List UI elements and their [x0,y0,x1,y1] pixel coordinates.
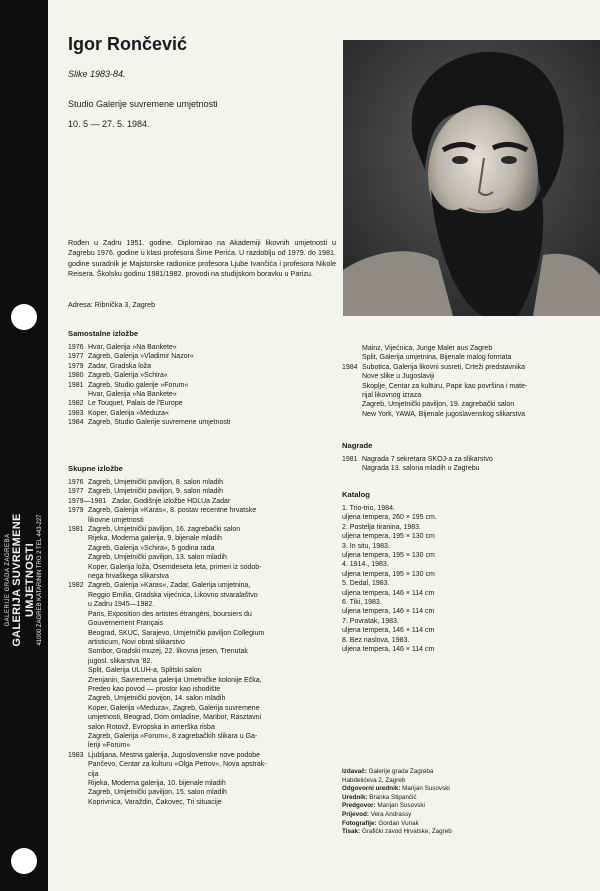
list-item: 1981 Zagreb, Umjetnički paviljon, 16. zagrebački salon Rijeka, Moderna galerija, 9. bijenale mladih Zagreb, Galerija »Schira«, 5 godina rada Zagreb, Umjetnički paviljon, 13. salon mladih Koper, Galerija loža, Osemdeseta leta, primeri iz sodob- nega hrvaškega slikarstva [68,526,262,581]
list-item: 1982 Zagreb, Galerija »Karas«, Zadar, Galerija umjetnina, Reggio Emilia, Gradska vijećnica, Likovno stvaralaštvo u Zadru 1945—1982. Paris, Exposition des artistes étrangèrs, boursiers du Gouvernement Français Beograd, SKUC, Sarajevo, Umjetnički paviljon Collegium artisticum, Novi obrat slikarstvo Sombor, Gradski muzej, 22. likovna jesen, Trenutak jugosl. slikarstva '82. Split, Galerija ULUH-a, Splitski salon Zrenjanin, Savremena galerija Umetničke kolonije Ečka, Predeo kao povod — prostor kao ishodište Zagreb, Umjetnički povijon, 14. salon mladih Koper, Galerija »Meduza«, Zagreb, Galerija suvremene umjetnosti, Beograd, Dom omladine, Maribor, Rasztavni salon Rotovž, Evropska in amerška risba Zagreb, Galerija »Forum«, 8 zagrebačkih slikara u Ga- leriji »Forum« [68,582,265,750]
list-item: 1981 Nagrada 7 sekretara SKOJ-a za slikarstvo Nagrada 13. salona mladih u Zagrebu [342,456,493,473]
credit-row: Predgovor: Marijan Susovski [342,802,425,810]
credit-row: Prijevod: Vera Andrassy [342,810,412,818]
solo-exhibitions-list [68,343,338,428]
catalog-item: 4. 1914., 1983. uljena tempera, 195 × 130 cm [342,561,435,578]
credit-row: Tisak: Grafički zavod Hrvatske, Zagreb [342,828,452,836]
exhibition-dates: 10. 5 — 27. 5. 1984. [68,119,150,129]
group-exhibitions-heading: Skupne izložbe [68,464,123,473]
artist-address: Adresa: Ribnička 3, Zagreb [68,300,156,309]
colophon [342,768,452,837]
artist-biography: Rođen u Zadru 1951. godine. Diplomirao na Akademiji likovnih umjetnosti u Zagrebu 1976. godine u klasi profesora Šime Perića. U razdoblju od 1979. do 1981. godine suradnik je Majstorske radionice profesora Ljube Ivančića i profesora Nikole Reisera. Školsku godinu 1981/1982. provodi na studijskom boravku u Parizu. [68,238,336,279]
credit-row: Fotografije: Gordan Vunak [342,819,419,827]
catalog-item: 2. Postelja tiranina, 1983. uljena tempera, 195 × 130 cm [342,523,435,541]
artist-name: Igor Rončević [68,34,188,54]
catalog-item: 5. Dedal, 1983. uljena tempera, 146 × 114 cm [342,580,435,597]
exhibition-subtitle: Slike 1983-84. [68,69,126,79]
list-item: 1977 Zagreb, Umjetnički paviljon, 9. salon mladih [68,488,224,496]
list-item: 1979 Zadar, Gradska loža [68,362,152,370]
credit-row: Izdavač: Galerije grada Zagreba Habdelićeva 2, Zagreb [342,768,434,784]
catalog-item: 3. In situ, 1983. uljena tempera, 195 × 130 cm [342,542,435,560]
sidebar-text [5,513,43,646]
exhibition-venue: Studio Galerije suvremene umjetnosti [68,99,218,109]
credit-row: Odgovorni urednik: Marijan Susovski [342,785,450,793]
list-item: 1976 Zagreb, Umjetnički paviljon, 8. salon mladih [68,479,224,486]
sidebar-address: 41000 ZAGREB KATARININ TRG 2 TEL 443-227 [37,514,43,646]
list-item: 1981 Zagreb, Studio galerije »Forum« Hvar, Galerija »Na Bankete« [68,381,189,399]
awards-heading: Nagrade [342,441,373,450]
binder-hole [11,304,37,330]
portrait-illustration [343,40,600,316]
gallery-sidebar [0,0,48,891]
awards-list [342,455,594,474]
list-item: 1983 Ljubljana, Mestna galerija, Jugoslovenske nove podobe Pančevo, Centar za kulturu »Olga Petrov«, Nova apstrak- cija Rijeka, Moderna galerija, 10. bijenale mladih Zagreb, Umjetnički paviljon, 15. salon mladih Koprivnica, Varaždin, Čakovec, Tri situacije [68,751,267,806]
group-exhibitions-list [68,478,340,807]
list-item: 1984 Subotica, Galerija likovni susreti, Crteži predstavnika Nove slike u Jugoslaviji Skoplje, Centar za kulturu, Papir kao površina i mate- rijal likovnog izraza Zagreb, Umjetnički paviljon, 19. zagrebački salon New York, YAWA, Bijenale jugoslavenskog slikarstva [342,363,528,418]
list-item: Mainz, Vijećnica, Junge Maler aus Zagreb Split, Galerija umjetnina, Bijenale malog formata [362,345,512,362]
list-item: 1983 Koper, Galerija »Meduza« [68,409,169,417]
list-item: 1976 Hvar, Galerija »Na Bankete« [68,344,177,351]
catalog-item: 6. Tiki, 1983. uljena tempera, 146 × 114 cm [342,599,435,616]
sidebar-gallery-name: GALERIJA SUVREMENE [11,513,23,647]
sidebar-gallery-name-2: UMJETNOSTI [24,543,36,617]
solo-exhibitions-heading: Samostalne izložbe [68,329,139,338]
list-item: 1984 Zagreb, Studio Galerije suvremene umjetnosti [68,419,231,427]
sidebar-top-line: GALERIJE GRADA ZAGREBA [5,533,11,627]
catalog-item: 8. Bez naslova, 1983. uljena tempera, 146 × 114 cm [342,636,435,654]
list-item: 1979—1981 Zadar, Godišnje izložbe HDLUa Zadar [68,497,231,505]
list-item: 1977 Zagreb, Galerija »Vladimir Nazor« [68,353,194,361]
binder-hole [11,848,37,874]
list-item: 1982 Le Touquet, Palais de l'Europe [68,400,183,408]
catalog-list [342,504,594,655]
catalog-heading: Katalog [342,490,370,499]
list-item: 1979 Zagreb, Galerija »Karas«, 8. postav recentne hrvatske likovne umjetnosti [68,507,257,524]
group-exhibitions-continued [342,344,594,419]
catalog-item: 1. Trio-trio, 1984. uljena tempera, 260 × 195 cm. [342,505,437,522]
list-item: 1980 Zagreb, Galerija »Schira« [68,372,168,380]
catalog-item: 7. Povratak, 1983. uljena tempera, 146 × 114 cm [342,617,435,635]
artist-portrait-photo [343,40,600,316]
credit-row: Urednik: Branka Stipančić [342,793,417,801]
